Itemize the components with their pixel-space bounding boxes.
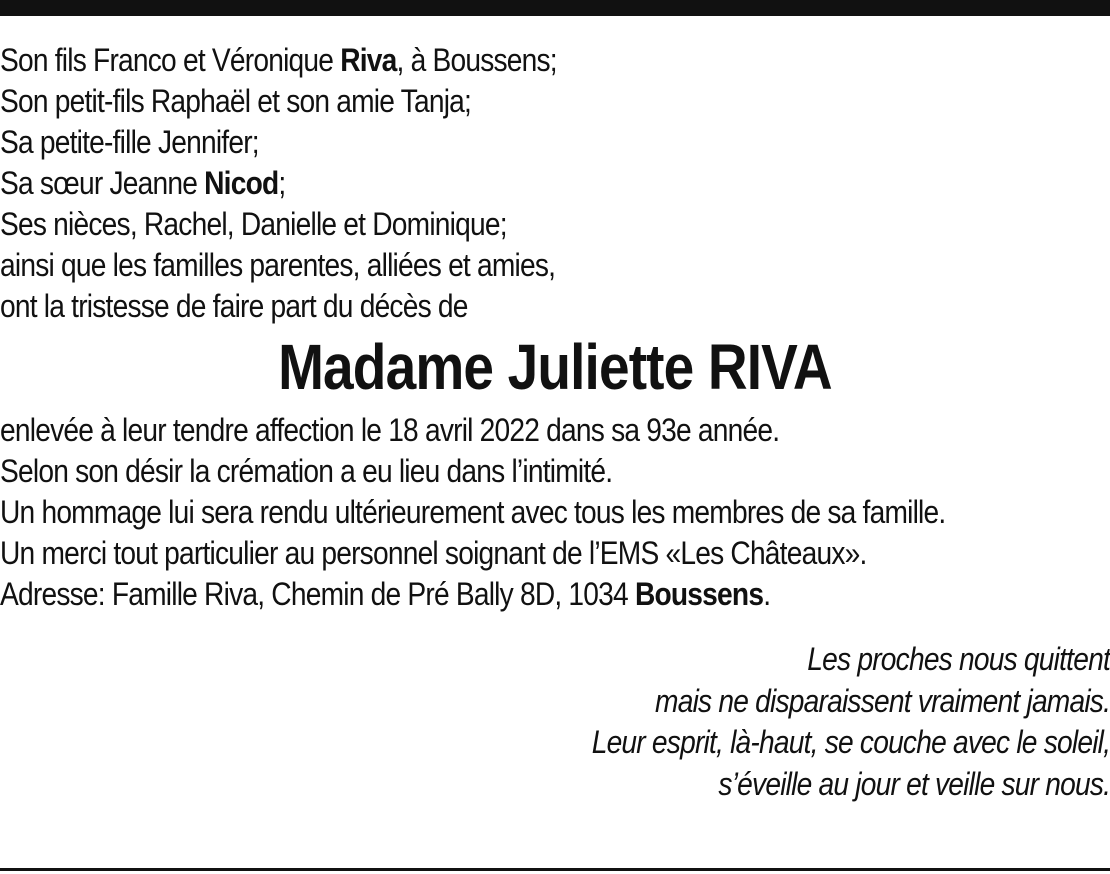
quote-line-text: Les proches nous quittent [807, 641, 1110, 677]
quote-line-text: mais ne disparaissent vraiment jamais. [654, 682, 1110, 719]
family-line [0, 81, 977, 122]
family-surname: Nicod [204, 165, 279, 201]
quote-line-text: s’éveille au jour et veille sur nous. [718, 765, 1110, 802]
family-line [0, 286, 977, 327]
deceased-name-heading [0, 332, 1110, 410]
address-text: . [763, 576, 771, 612]
top-border-rule [0, 0, 1110, 16]
family-line-text: Son fils Franco et Véronique [0, 42, 341, 78]
family-list [0, 40, 1110, 327]
family-line-text: ont la tristesse de faire part du décès de [0, 288, 468, 324]
family-surname: Riva [340, 42, 397, 78]
thanks-line: Un merci tout particulier au personnel soignant de l’EMS «Les Châteaux». [0, 535, 867, 571]
family-line-text: Sa petite-fille Jennifer; [0, 124, 259, 160]
family-line-text: Sa sœur Jeanne [0, 165, 205, 201]
address-text: Adresse: Famille Riva, Chemin de Pré Bally 8D, 1034 [0, 576, 635, 612]
tribute-paragraph: Un hommage lui sera rendu ultérieurement avec tous les membres de sa famille. [0, 494, 946, 530]
family-line [0, 122, 977, 163]
quote-line [0, 681, 1110, 723]
family-line-text: ; [278, 165, 286, 201]
family-line-text: ainsi que les familles parentes, alliées et amies, [0, 247, 556, 283]
family-line [0, 163, 977, 204]
family-line [0, 245, 977, 286]
family-line-text: Ses nièces, Rachel, Danielle et Dominique; [0, 206, 507, 242]
deceased-name: Madame Juliette RIVA [278, 331, 832, 403]
closing-quote [0, 639, 1110, 805]
address-town: Boussens [634, 576, 764, 612]
family-line [0, 40, 977, 81]
quote-line [0, 722, 1110, 764]
family-line-text: Son petit-fils Raphaël et son amie Tanja; [0, 83, 472, 119]
bottom-border-rule [0, 868, 1110, 871]
quote-line [0, 764, 1110, 806]
quote-line [0, 639, 1110, 681]
notice-details [0, 410, 1110, 615]
passing-line: enlevée à leur tendre affection le 18 avril 2022 dans sa 93e année. [0, 412, 780, 448]
family-line-text: , à Boussens; [396, 42, 557, 78]
cremation-line: Selon son désir la crémation a eu lieu dans l’intimité. [0, 453, 613, 489]
family-line [0, 204, 977, 245]
address-line [0, 574, 977, 615]
obituary-notice [0, 40, 1110, 805]
quote-line-text: Leur esprit, là-haut, se couche avec le soleil, [591, 724, 1110, 760]
